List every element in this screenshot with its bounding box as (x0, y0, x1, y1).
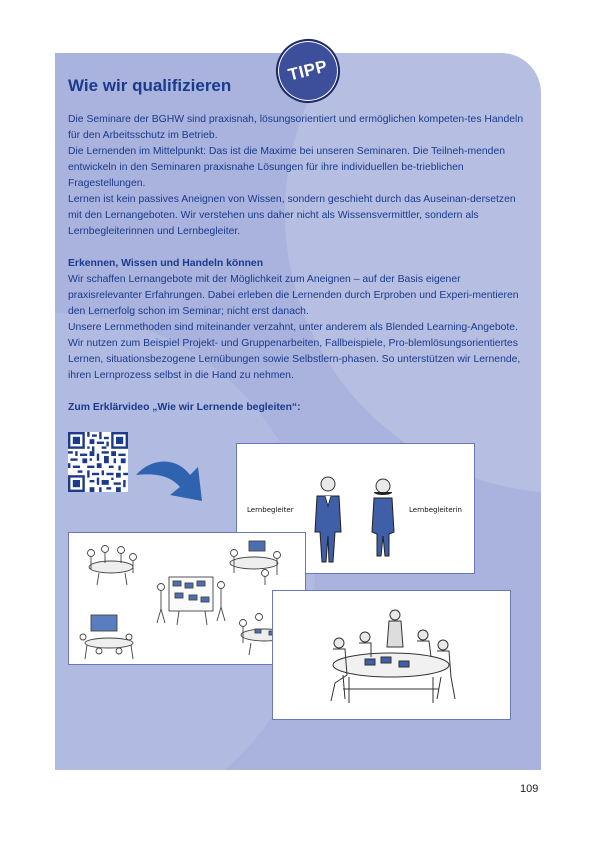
round-table-illustration (273, 591, 510, 719)
subheading: Erkennen, Wissen und Handeln können (68, 258, 264, 269)
curved-arrow-icon (132, 445, 212, 505)
learning-scenes-illustration (69, 533, 305, 664)
qr-code-icon (68, 432, 128, 492)
qr-code[interactable] (68, 432, 128, 492)
body-text (68, 112, 524, 416)
label-lernbegleiter: Lernbegleiter (247, 506, 294, 514)
paragraph: Die Lernenden im Mittelpunkt: Das ist die Maxime bei unseren Seminaren. Die Teilneh-menden entwickeln in den Seminaren praxisnahe Lösungen für ihre individuellen be-trieblichen Fragestellungen. (68, 146, 506, 189)
video-label: Zum Erklärvideo „Wie wir Lernende begleiten“: (68, 402, 301, 413)
paragraph: Unsere Lernmethoden sind miteinander verzahnt, unter anderem als Blended Learning-Angebote. Wir nutzen zum Beispiel Projekt- und Gruppenarbeiten, Fallbeispiele, Pro-blemlösungsorientiertes Lernen, situationsbezogene Lernübungen sowie Selbstlern-phasen. So unterstützen wir Lernende, ihren Lernprozess selbst in die Hand zu nehmen. (68, 322, 521, 381)
label-lernbegleiterin: Lernbegleiterin (409, 506, 462, 514)
illustration-group-work (68, 532, 306, 665)
page-number: 109 (520, 783, 539, 795)
tipp-badge: TIPP (269, 32, 347, 110)
illustration-round-table (272, 590, 511, 720)
paragraph: Lernen ist kein passives Aneignen von Wissen, sondern geschieht durch das Auseinan-dersetzen mit den Lernangeboten. Wir verstehen uns daher nicht als Wissensvermittler, sondern als Lernbegleiterinnen und Lernbegleiter. (68, 194, 516, 237)
page-title: Wie wir qualifizieren (68, 76, 232, 95)
paragraph: Die Seminare der BGHW sind praxisnah, lösungsorientiert und ermöglichen kompeten-tes Handeln für den Arbeitsschutz im Betrieb. (68, 114, 524, 141)
paragraph: Wir schaffen Lernangebote mit der Möglichkeit zum Aneignen – auf der Basis eigener praxisrelevanter Erfahrungen. Dabei erleben die Lernenden durch Erproben und Experi-mentieren den Lernerfolg schon im Seminar; nicht erst danach. (68, 274, 519, 317)
